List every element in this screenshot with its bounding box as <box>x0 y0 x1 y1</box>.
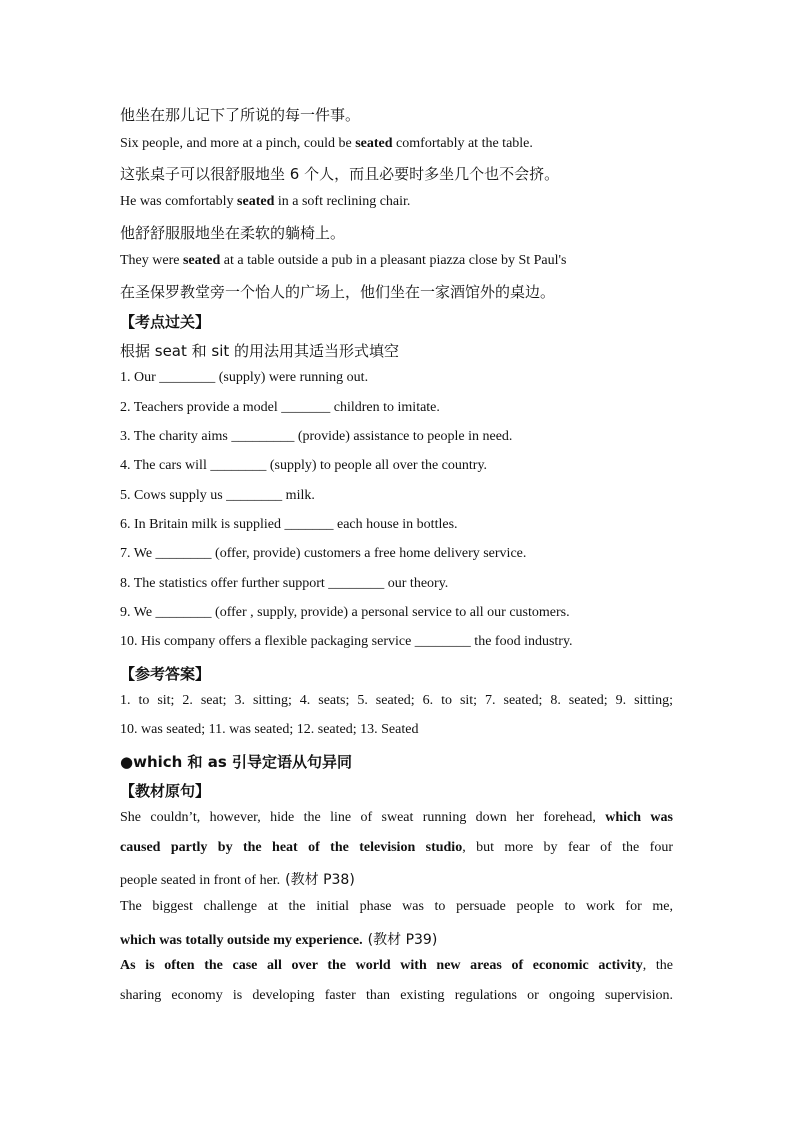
exercise-item-10: 10. His company offers a flexible packaging service ________ the food industry. <box>120 634 573 649</box>
exercise-item-5: 5. Cows supply us ________ milk. <box>120 488 315 503</box>
answer-line-2: 10. was seated; 11. was seated; 12. seated; 13. Seated <box>120 722 419 737</box>
original-sentence-1-line-3: people seated in front of her. (教材 P38) <box>120 872 355 888</box>
original-sentence-3-line-2: sharing economy is developing faster than existing regulations or ongoing supervision. <box>120 988 673 1003</box>
original-sentence-2-line-1: The biggest challenge at the initial phase was to persuade people to work for me, <box>120 899 673 914</box>
example-sentence-2: He was comfortably seated in a soft reclining chair. <box>120 194 411 209</box>
exercise-item-6: 6. In Britain milk is supplied _______ each house in bottles. <box>120 517 458 532</box>
example-sentence-1: Six people, and more at a pinch, could be seated comfortably at the table. <box>120 136 533 151</box>
chinese-sentence-4: 在圣保罗教堂旁一个怡人的广场上，他们坐在一家酒馆外的桌边。 <box>120 283 556 301</box>
original-sentence-3-line-1: As is often the case all over the world with new areas of economic activity, the <box>120 958 673 973</box>
exercise-item-7: 7. We ________ (offer, provide) customers a free home delivery service. <box>120 546 527 561</box>
exercise-item-2: 2. Teachers provide a model _______ children to imitate. <box>120 400 440 415</box>
instruction-text: 根据 seat 和 sit 的用法用其适当形式填空 <box>120 342 400 360</box>
section-heading-original: 【教材原句】 <box>120 782 211 800</box>
chinese-sentence-3: 他舒舒服服地坐在柔软的躺椅上。 <box>120 224 346 242</box>
exercise-item-3: 3. The charity aims _________ (provide) assistance to people in need. <box>120 429 513 444</box>
example-sentence-3: They were seated at a table outside a pub in a pleasant piazza close by St Paul's <box>120 253 567 268</box>
exercise-item-1: 1. Our ________ (supply) were running out. <box>120 370 369 385</box>
answer-line-1: 1. to sit; 2. seat; 3. sitting; 4. seats; 5. seated; 6. to sit; 7. seated; 8. seated; 9. sitting; <box>120 693 673 708</box>
original-sentence-2-line-2: which was totally outside my experience. (教材 P39) <box>120 932 438 948</box>
exercise-item-4: 4. The cars will ________ (supply) to people all over the country. <box>120 458 488 473</box>
exercise-item-8: 8. The statistics offer further support ________ our theory. <box>120 576 449 591</box>
section-heading-answers: 【参考答案】 <box>120 665 211 683</box>
topic-heading: ●which 和 as 引导定语从句异同 <box>120 753 353 771</box>
section-heading-practice: 【考点过关】 <box>120 313 211 331</box>
exercise-item-9: 9. We ________ (offer , supply, provide) a personal service to all our customers. <box>120 605 570 620</box>
original-sentence-1-line-1: She couldn’t, however, hide the line of sweat running down her forehead, which was <box>120 810 673 825</box>
chinese-sentence-1: 他坐在那儿记下了所说的每一件事。 <box>120 106 361 124</box>
chinese-sentence-2: 这张桌子可以很舒服地坐 6 个人，而且必要时多坐几个也不会挤。 <box>120 165 560 183</box>
original-sentence-1-line-2: caused partly by the heat of the television studio, but more by fear of the four <box>120 840 674 855</box>
